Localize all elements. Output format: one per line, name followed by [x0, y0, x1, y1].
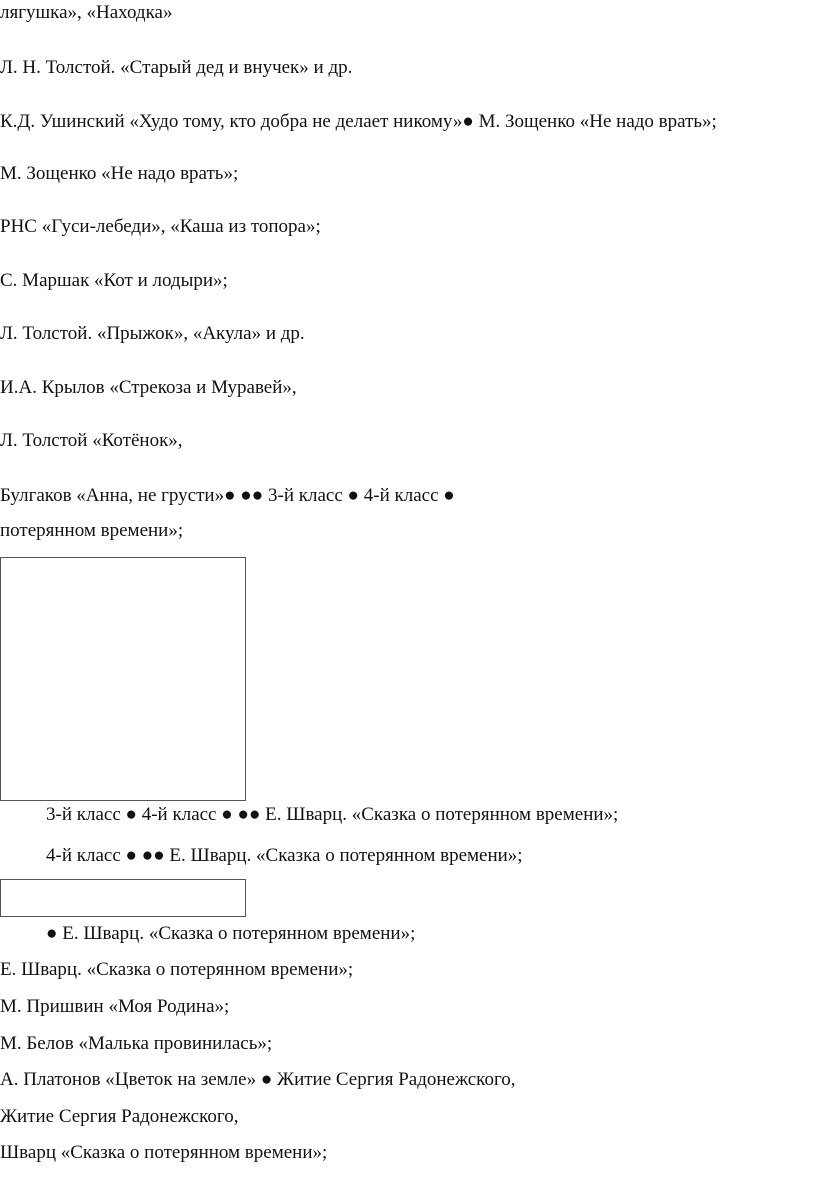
- text-line: Л. Н. Толстой. «Старый дед и внучек» и др.: [0, 57, 353, 78]
- text-line: 4-й класс ● ●● Е. Шварц. «Сказка о потерянном времени»;: [46, 845, 523, 866]
- text-line: Житие Сергия Радонежского,: [0, 1106, 239, 1127]
- text-line: И.А. Крылов «Стрекоза и Муравей»,: [0, 377, 297, 398]
- text-line: Л. Толстой «Котёнок»,: [0, 430, 183, 451]
- text-line: Булгаков «Анна, не грусти»● ●● 3-й класс ● 4-й класс ●: [0, 485, 455, 506]
- empty-frame-small: [0, 879, 246, 917]
- text-line: лягушка», «Находка»: [0, 2, 173, 23]
- text-line: К.Д. Ушинский «Худо тому, кто добра не делает никому»● М. Зощенко «Не надо врать»;: [0, 111, 717, 132]
- text-line: А. Платонов «Цветок на земле» ● Житие Сергия Радонежского,: [0, 1069, 516, 1090]
- text-line: М. Зощенко «Не надо врать»;: [0, 163, 239, 184]
- text-line: Е. Шварц. «Сказка о потерянном времени»;: [0, 959, 354, 980]
- text-line: 3-й класс ● 4-й класс ● ●● Е. Шварц. «Сказка о потерянном времени»;: [46, 804, 619, 825]
- empty-frame: [0, 557, 246, 801]
- text-line: РНС «Гуси-лебеди», «Каша из топора»;: [0, 216, 321, 237]
- text-line: ● Е. Шварц. «Сказка о потерянном времени»;: [46, 923, 416, 944]
- text-line: М. Белов «Малька провинилась»;: [0, 1033, 273, 1054]
- text-line: потерянном времени»;: [0, 520, 184, 541]
- text-line: С. Маршак «Кот и лодыри»;: [0, 270, 228, 291]
- text-line: Л. Толстой. «Прыжок», «Акула» и др.: [0, 323, 305, 344]
- text-line: М. Пришвин «Моя Родина»;: [0, 996, 230, 1017]
- text-line: Шварц «Сказка о потерянном времени»;: [0, 1142, 328, 1163]
